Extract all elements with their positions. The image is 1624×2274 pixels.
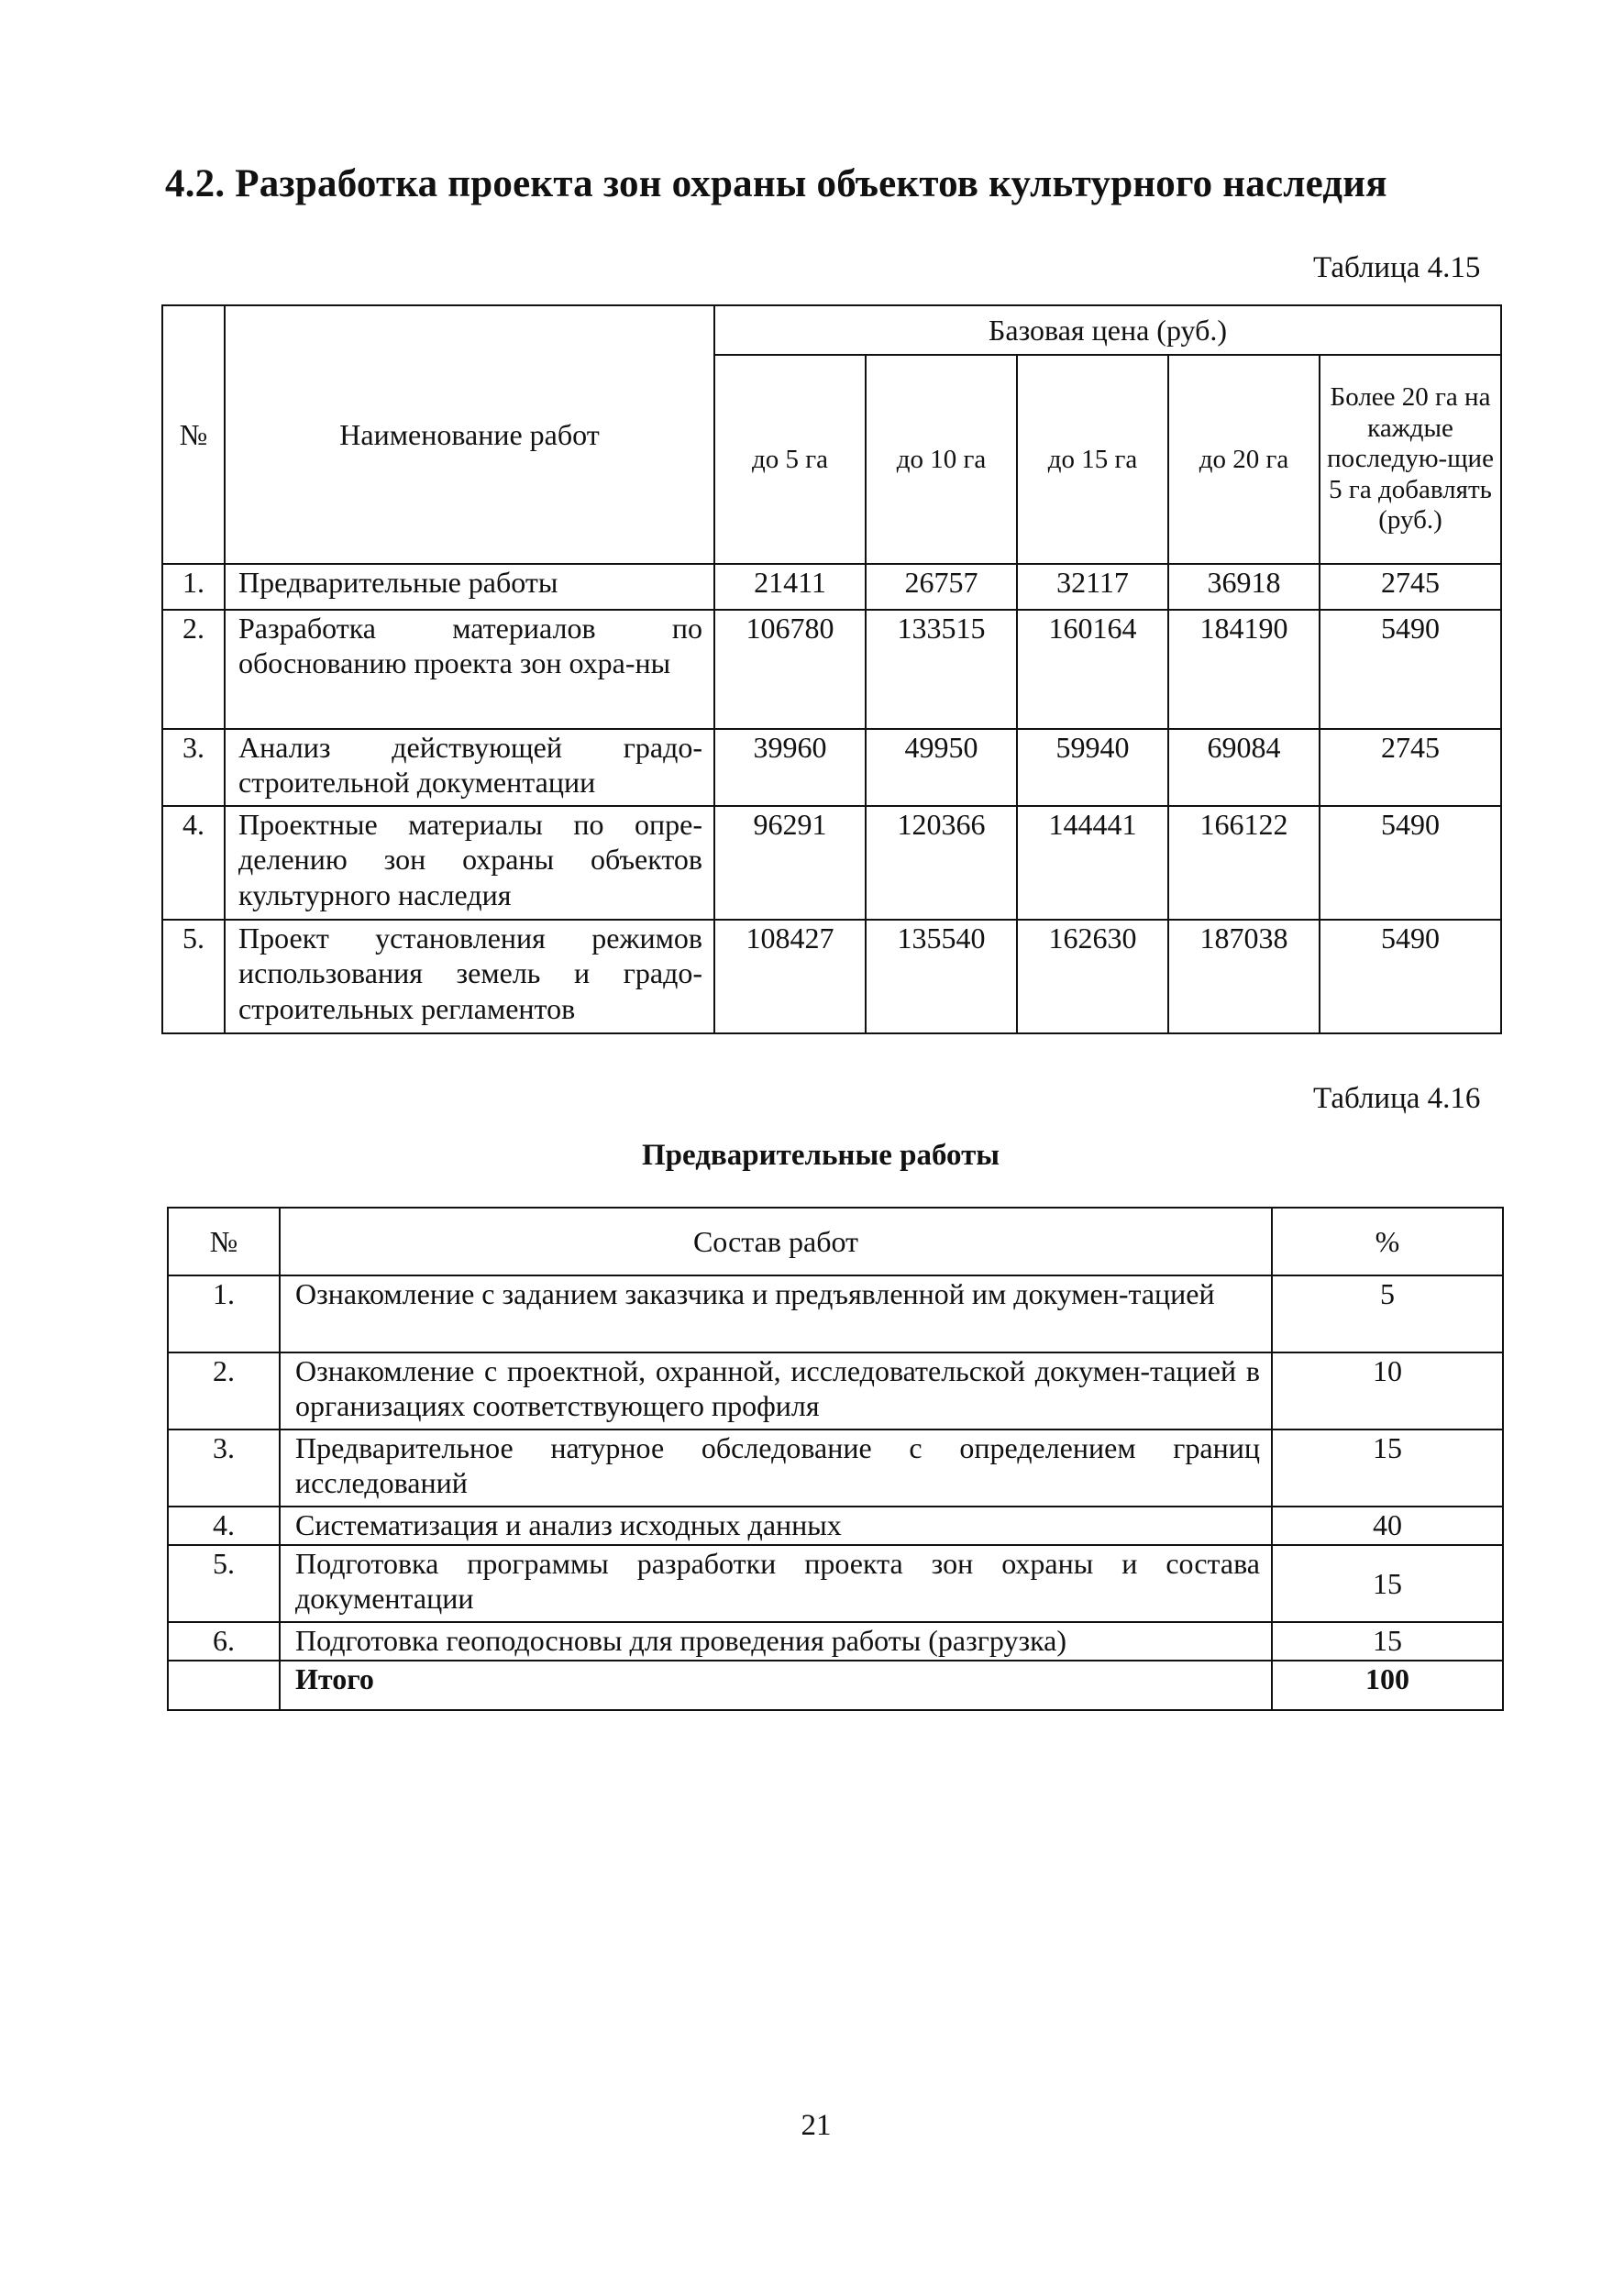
price-up-to-20ha: 36918	[1168, 564, 1320, 610]
row-number: 1.	[168, 1275, 280, 1352]
table-row	[168, 1507, 1503, 1545]
section-heading: 4.2. Разработка проекта зон охраны объектов культурного наследия	[165, 162, 1387, 205]
work-description: Предварительное натурное обследование с определением границ исследований	[280, 1430, 1272, 1507]
total-row	[168, 1661, 1503, 1710]
work-name: Предварительные работы	[225, 564, 714, 610]
work-percent: 5	[1272, 1275, 1503, 1352]
price-over-20ha: 5490	[1320, 806, 1501, 920]
row-number: 1.	[162, 564, 225, 610]
price-up-to-20ha: 69084	[1168, 729, 1320, 806]
table-4-16-caption: Таблица 4.16	[1313, 1082, 1481, 1115]
work-name: Анализ действующей градо-строительной документации	[225, 729, 714, 806]
work-percent: 40	[1272, 1507, 1503, 1545]
page-number: 21	[801, 2109, 832, 2142]
work-name: Проект установления режимов использования земель и градо-строительных регламентов	[225, 920, 714, 1033]
table-4-16-title: Предварительные работы	[642, 1139, 1000, 1172]
row-number: 5.	[168, 1545, 280, 1622]
column-header-up-to-15ha: до 15 га	[1017, 355, 1168, 564]
price-up-to-10ha: 135540	[866, 920, 1017, 1033]
price-up-to-10ha: 133515	[866, 610, 1017, 729]
table-row	[162, 729, 1501, 806]
price-over-20ha: 5490	[1320, 920, 1501, 1033]
price-up-to-10ha: 49950	[866, 729, 1017, 806]
work-description: Систематизация и анализ исходных данных	[280, 1507, 1272, 1545]
column-header-percent: %	[1272, 1208, 1503, 1275]
price-up-to-15ha: 144441	[1017, 806, 1168, 920]
price-up-to-20ha: 187038	[1168, 920, 1320, 1033]
total-number-cell	[168, 1661, 280, 1710]
work-description: Ознакомление с заданием заказчика и предъявленной им докумен-тацией	[280, 1275, 1272, 1352]
work-percent: 15	[1272, 1622, 1503, 1661]
row-number: 5.	[162, 920, 225, 1033]
table-row	[168, 1352, 1503, 1430]
row-number: 2.	[162, 610, 225, 729]
column-header-over-20ha: Более 20 га на каждые последую-щие 5 га добавлять (руб.)	[1320, 355, 1501, 564]
price-up-to-5ha: 106780	[714, 610, 866, 729]
price-up-to-15ha: 59940	[1017, 729, 1168, 806]
price-up-to-5ha: 108427	[714, 920, 866, 1033]
work-percent: 15	[1272, 1430, 1503, 1507]
row-number: 4.	[162, 806, 225, 920]
price-up-to-15ha: 160164	[1017, 610, 1168, 729]
price-up-to-20ha: 166122	[1168, 806, 1320, 920]
column-header-number: №	[168, 1208, 280, 1275]
work-percent: 15	[1272, 1545, 1503, 1622]
table-row	[168, 1622, 1503, 1661]
column-header-up-to-5ha: до 5 га	[714, 355, 866, 564]
price-up-to-10ha: 120366	[866, 806, 1017, 920]
price-up-to-15ha: 162630	[1017, 920, 1168, 1033]
total-label: Итого	[280, 1661, 1272, 1710]
work-description: Подготовка программы разработки проекта зон охраны и состава документации	[280, 1545, 1272, 1622]
table-row	[168, 1545, 1503, 1622]
row-number: 3.	[168, 1430, 280, 1507]
price-up-to-5ha: 21411	[714, 564, 866, 610]
column-header-up-to-10ha: до 10 га	[866, 355, 1017, 564]
work-name: Разработка материалов по обоснованию проекта зон охра-ны	[225, 610, 714, 729]
table-row	[162, 806, 1501, 920]
column-header-up-to-20ha: до 20 га	[1168, 355, 1320, 564]
row-number: 3.	[162, 729, 225, 806]
column-header-work-name: Наименование работ	[225, 305, 714, 564]
preliminary-works-table	[167, 1207, 1504, 1711]
column-header-number: №	[162, 305, 225, 564]
table-row	[168, 1275, 1503, 1352]
base-price-table	[161, 304, 1502, 1034]
column-header-work-composition: Состав работ	[280, 1208, 1272, 1275]
table-row	[162, 920, 1501, 1033]
table-row	[162, 564, 1501, 610]
column-group-base-price: Базовая цена (руб.)	[714, 305, 1501, 355]
row-number: 6.	[168, 1622, 280, 1661]
price-up-to-20ha: 184190	[1168, 610, 1320, 729]
work-description: Подготовка геоподосновы для проведения работы (разгрузка)	[280, 1622, 1272, 1661]
price-up-to-5ha: 39960	[714, 729, 866, 806]
work-name: Проектные материалы по опре-делению зон охраны объектов культурного наследия	[225, 806, 714, 920]
price-up-to-15ha: 32117	[1017, 564, 1168, 610]
row-number: 2.	[168, 1352, 280, 1430]
work-percent: 10	[1272, 1352, 1503, 1430]
price-up-to-5ha: 96291	[714, 806, 866, 920]
price-over-20ha: 2745	[1320, 729, 1501, 806]
table-row	[162, 610, 1501, 729]
table-row	[168, 1430, 1503, 1507]
row-number: 4.	[168, 1507, 280, 1545]
work-description: Ознакомление с проектной, охранной, исследовательской докумен-тацией в организациях соответствующего профиля	[280, 1352, 1272, 1430]
price-up-to-10ha: 26757	[866, 564, 1017, 610]
price-over-20ha: 5490	[1320, 610, 1501, 729]
table-4-15-caption: Таблица 4.15	[1313, 251, 1481, 284]
total-value: 100	[1272, 1661, 1503, 1710]
price-over-20ha: 2745	[1320, 564, 1501, 610]
